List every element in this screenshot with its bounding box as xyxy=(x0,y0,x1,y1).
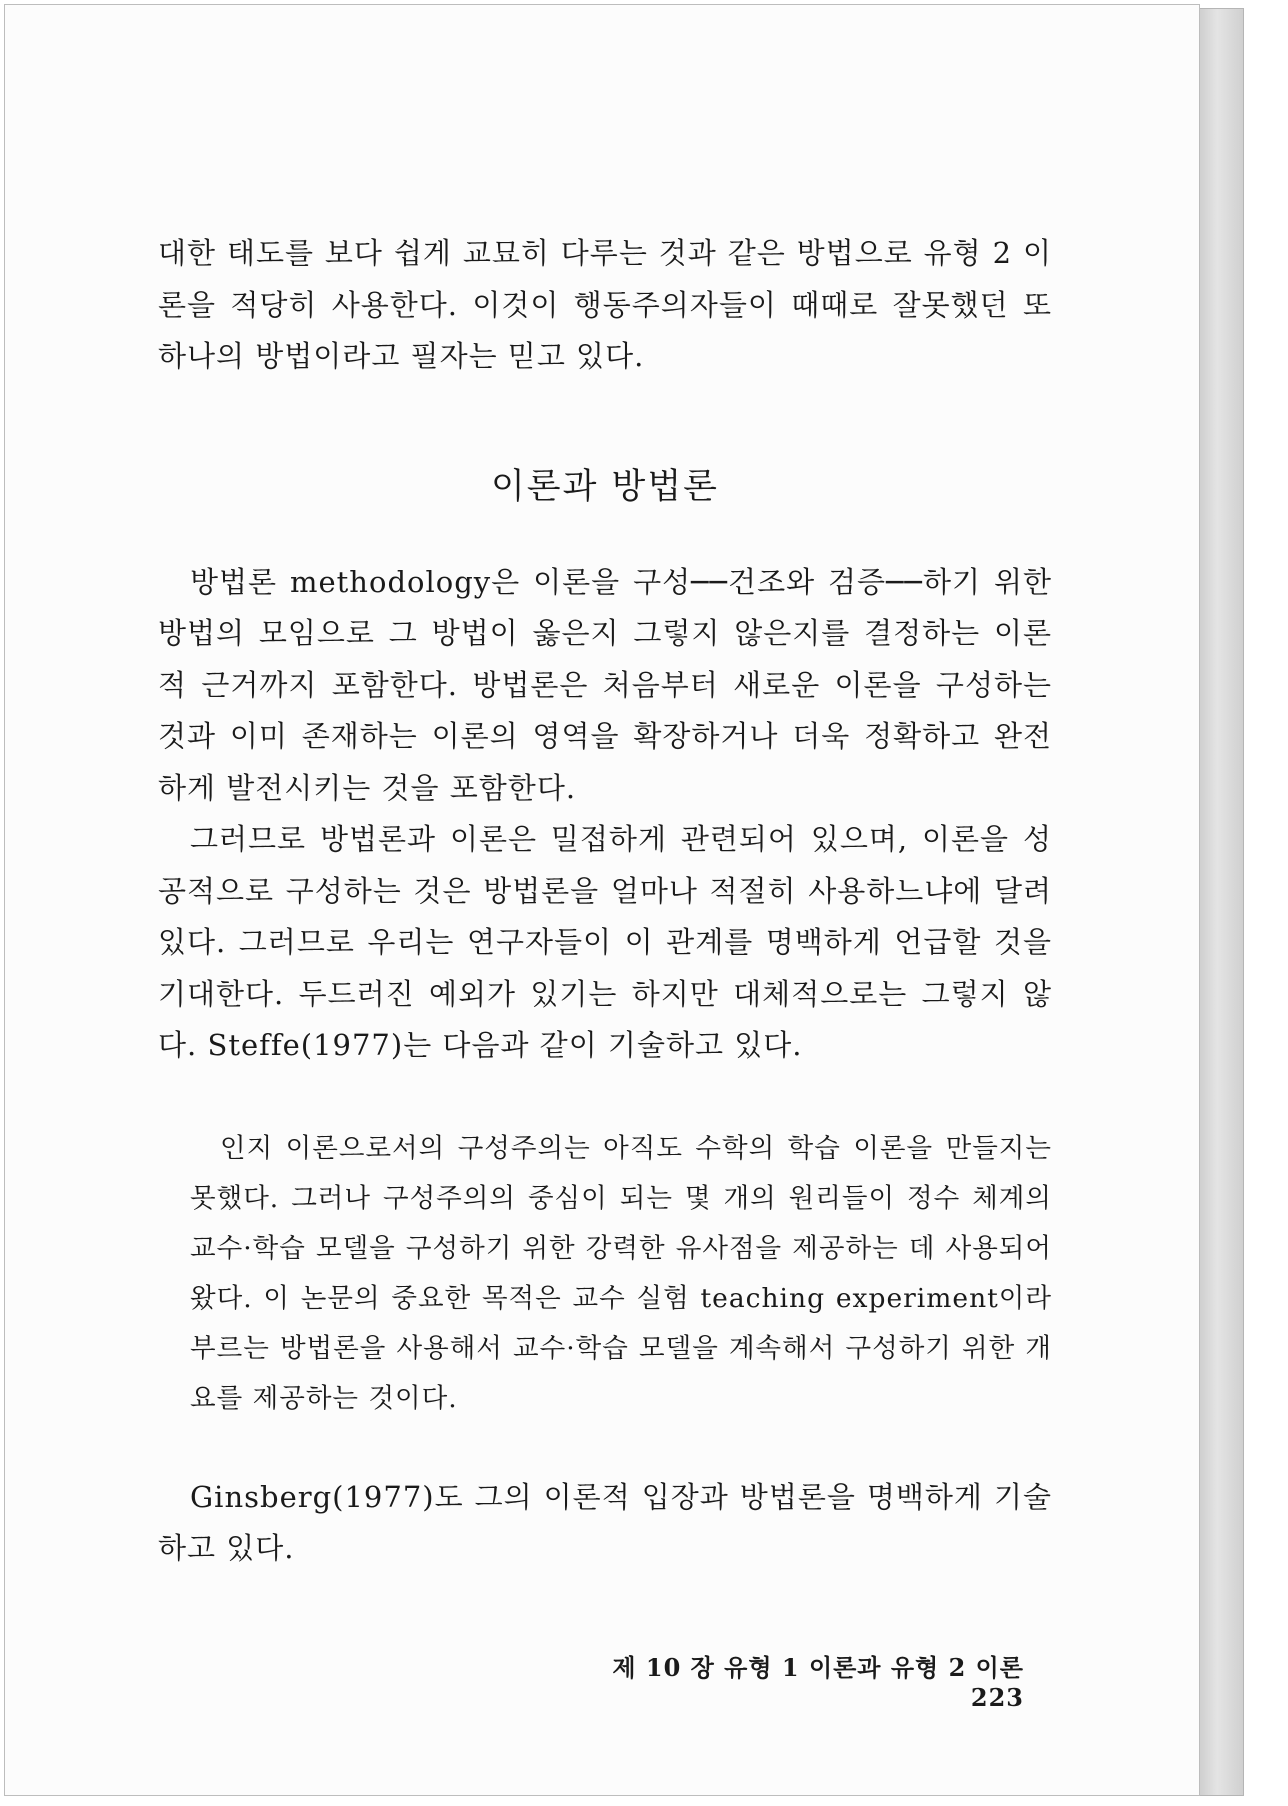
quote-text: 인지 이론으로서의 구성주의는 아직도 수학의 학습 이론을 만들지는 못했다. 그러나 구성주의의 중심이 되는 몇 개의 원리들이 정수 체계의 교수·학습 모델을 구성하기 위한 강력한 유사점을 제공하는 데 사용되어 왔다. 이 논문의 중요한 목적은 교수 실험 teaching experiment이라 부르는 방법론을 사용해서 교수·학습 모델을 계속해서 구성하기 위한 개요를 제공하는 것이다. xyxy=(190,1132,1052,1414)
footer-chapter-title: 제 10 장 유형 1 이론과 유형 2 이론 xyxy=(612,1653,1024,1682)
running-footer xyxy=(580,1648,1024,1712)
paragraph-methodology: 방법론 methodology은 이론을 구성──건조와 검증──하기 위한 방법의 모임으로 그 방법이 옳은지 그렇지 않은지를 결정하는 이론적 근거까지 포함한다. 방법론은 처음부터 새로운 이론을 구성하는 것과 이미 존재하는 이론의 영역을 확장하거나 더욱 정확하고 완전하게 발전시키는 것을 포함한다. xyxy=(158,564,1052,805)
page-stack-edge xyxy=(1200,8,1244,1796)
page-number: 223 xyxy=(970,1683,1024,1712)
paragraph-ginsberg: Ginsberg(1977)도 그의 이론적 입장과 방법론을 명백하게 기술하고 있다. xyxy=(158,1479,1052,1565)
block-quote xyxy=(190,1124,1052,1424)
section-heading: 이론과 방법론 xyxy=(491,466,719,507)
page-body xyxy=(158,228,1052,1575)
opening-paragraph: 대한 태도를 보다 쉽게 교묘히 다루는 것과 같은 방법으로 유형 2 이론을 적당히 사용한다. 이것이 행동주의자들이 때때로 잘못했던 또 하나의 방법이라고 필자는 믿고 있다. xyxy=(158,236,1052,373)
paragraph-relation: 그러므로 방법론과 이론은 밀접하게 관련되어 있으며, 이론을 성공적으로 구성하는 것은 방법론을 얼마나 적절히 사용하느냐에 달려 있다. 그러므로 우리는 연구자들이 이 관계를 명백하게 언급할 것을 기대한다. 두드러진 예외가 있기는 하지만 대체적으로는 그렇지 않다. Steffe(1977)는 다음과 같이 기술하고 있다. xyxy=(158,822,1052,1062)
